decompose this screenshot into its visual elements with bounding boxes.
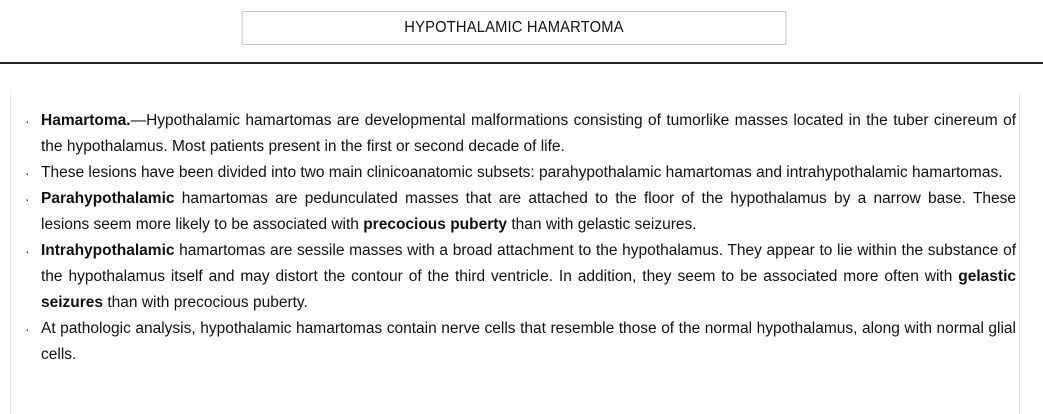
bullet-list	[22, 108, 1016, 368]
bullet-item-subsets	[22, 160, 1016, 186]
bullet-text	[41, 108, 1016, 160]
body-text: At pathologic analysis, hypothalamic hamartomas contain nerve cells that resemble those of the normal hypothalamus, along with normal glial cells.	[41, 320, 1016, 363]
bullet-text	[41, 186, 1016, 238]
bold-term: Intrahypothalamic	[41, 242, 175, 259]
emphasis-term: gelastic seizures	[41, 268, 1016, 311]
body-text: hamartomas are sessile masses with a broad attachment to the hypothalamus. They appear to lie within the substance of the hypothalamus itself and may distort the contour of the third ventricle. In addition, they seem to be associated more often with	[41, 242, 1016, 285]
bullet-icon: ·	[25, 321, 30, 337]
bullet-icon: ·	[25, 165, 30, 181]
slide-title	[242, 11, 787, 45]
bullet-icon: ·	[25, 243, 30, 259]
slide-title-text: HYPOTHALAMIC HAMARTOMA	[404, 19, 624, 36]
title-divider	[0, 62, 1043, 64]
bullet-icon: ·	[25, 191, 30, 207]
body-text: hamartomas are pedunculated masses that are attached to the floor of the hypothalamus by a narrow base. These lesions seem more likely to be associated with	[41, 190, 1016, 233]
bullet-item-pathology	[22, 316, 1016, 368]
bullet-text	[41, 160, 1016, 186]
body-text: —Hypothalamic hamartomas are developmental malformations consisting of tumorlike masses located in the tuber cinereum of the hypothalamus. Most patients present in the first or second decade of life.	[41, 112, 1016, 155]
emphasis-term: precocious puberty	[363, 216, 508, 233]
bullet-item-intrahypothalamic	[22, 238, 1016, 316]
bullet-item-hamartoma	[22, 108, 1016, 160]
bullet-item-parahypothalamic	[22, 186, 1016, 238]
body-text: These lesions have been divided into two main clinicoanatomic subsets: parahypothalamic hamartomas and intrahypothalamic hamartomas.	[41, 164, 1003, 181]
bold-term: Hamartoma.	[41, 112, 131, 129]
body-text: than with precocious puberty.	[103, 294, 308, 311]
bullet-icon: ·	[25, 113, 30, 129]
bullet-text	[41, 238, 1016, 316]
bold-term: Parahypothalamic	[41, 190, 175, 207]
bullet-text	[41, 316, 1016, 368]
body-text: than with gelastic seizures.	[507, 216, 697, 233]
